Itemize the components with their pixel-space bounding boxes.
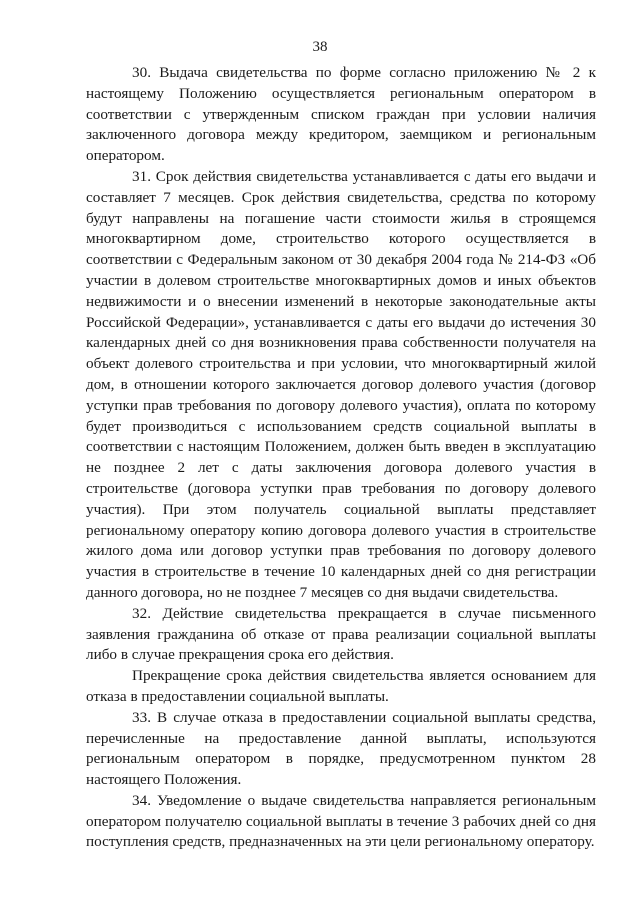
- page-number: 38: [312, 39, 328, 55]
- paragraph-32-continuation: Прекращение срока действия свидетельства является основанием для отказа в предоставлении социальной выплаты.: [86, 667, 596, 705]
- scan-speck: [541, 747, 543, 749]
- document-body: [86, 63, 596, 853]
- paragraph-31: 31. Срок действия свидетельства устанавливается с даты его выдачи и составляет 7 месяцев. Срок действия свидетельства, средства по которому будут направлены на погашение части стоимости жилья в строящемся многоквартирном доме, строительство которого осуществляется в соответствии с Федеральным законом от 30 декабря 2004 года № 214-ФЗ «Об участии в долевом строительстве многоквартирных домов и иных объектов недвижимости и о внесении изменений в некоторые законодательные акты Российской Федерации», устанавливается с даты его выдачи до истечения 30 календарных дней со дня возникновения права собственности получателя на объект долевого строительства и при условии, что многоквартирный жилой дом, в отношении которого заключается договор долевого участия (договор уступки прав требования по договору долевого участия), оплата по которому будет производиться с использованием средств социальной выплаты в соответствии с настоящим Положением, должен быть введен в эксплуатацию не позднее 2 лет с даты заключения договора долевого участия в строительстве (договора уступки прав требования по договору долевого участия). При этом получатель социальной выплаты представляет региональному оператору копию договора долевого участия в строительстве жилого дома или договор уступки прав требования по договору долевого участия в строительстве в течение 10 календарных дней со дня регистрации данного договора, но не позднее 7 месяцев со дня выдачи свидетельства.: [86, 167, 596, 601]
- paragraph-30: 30. Выдача свидетельства по форме согласно приложению № 2 к настоящему Положению осуществляется региональным оператором в соответствии с утвержденным списком граждан при условии наличия заключенного договора между кредитором, заемщиком и региональным оператором.: [86, 64, 596, 165]
- paragraph-32: 32. Действие свидетельства прекращается в случае письменного заявления гражданина об отказе от права реализации социальной выплаты либо в случае прекращения срока его действия.: [86, 604, 596, 664]
- paragraph-34: 34. Уведомление о выдаче свидетельства направляется региональным оператором получателю социальной выплаты в течение 3 рабочих дней со дня поступления средств, предназначенных на эти цели региональному оператору.: [86, 791, 596, 851]
- paragraph-33: 33. В случае отказа в предоставлении социальной выплаты средства, перечисленные на предоставление данной выплаты, используются региональным оператором в порядке, предусмотренном пунктом 28 настоящего Положения.: [86, 708, 596, 789]
